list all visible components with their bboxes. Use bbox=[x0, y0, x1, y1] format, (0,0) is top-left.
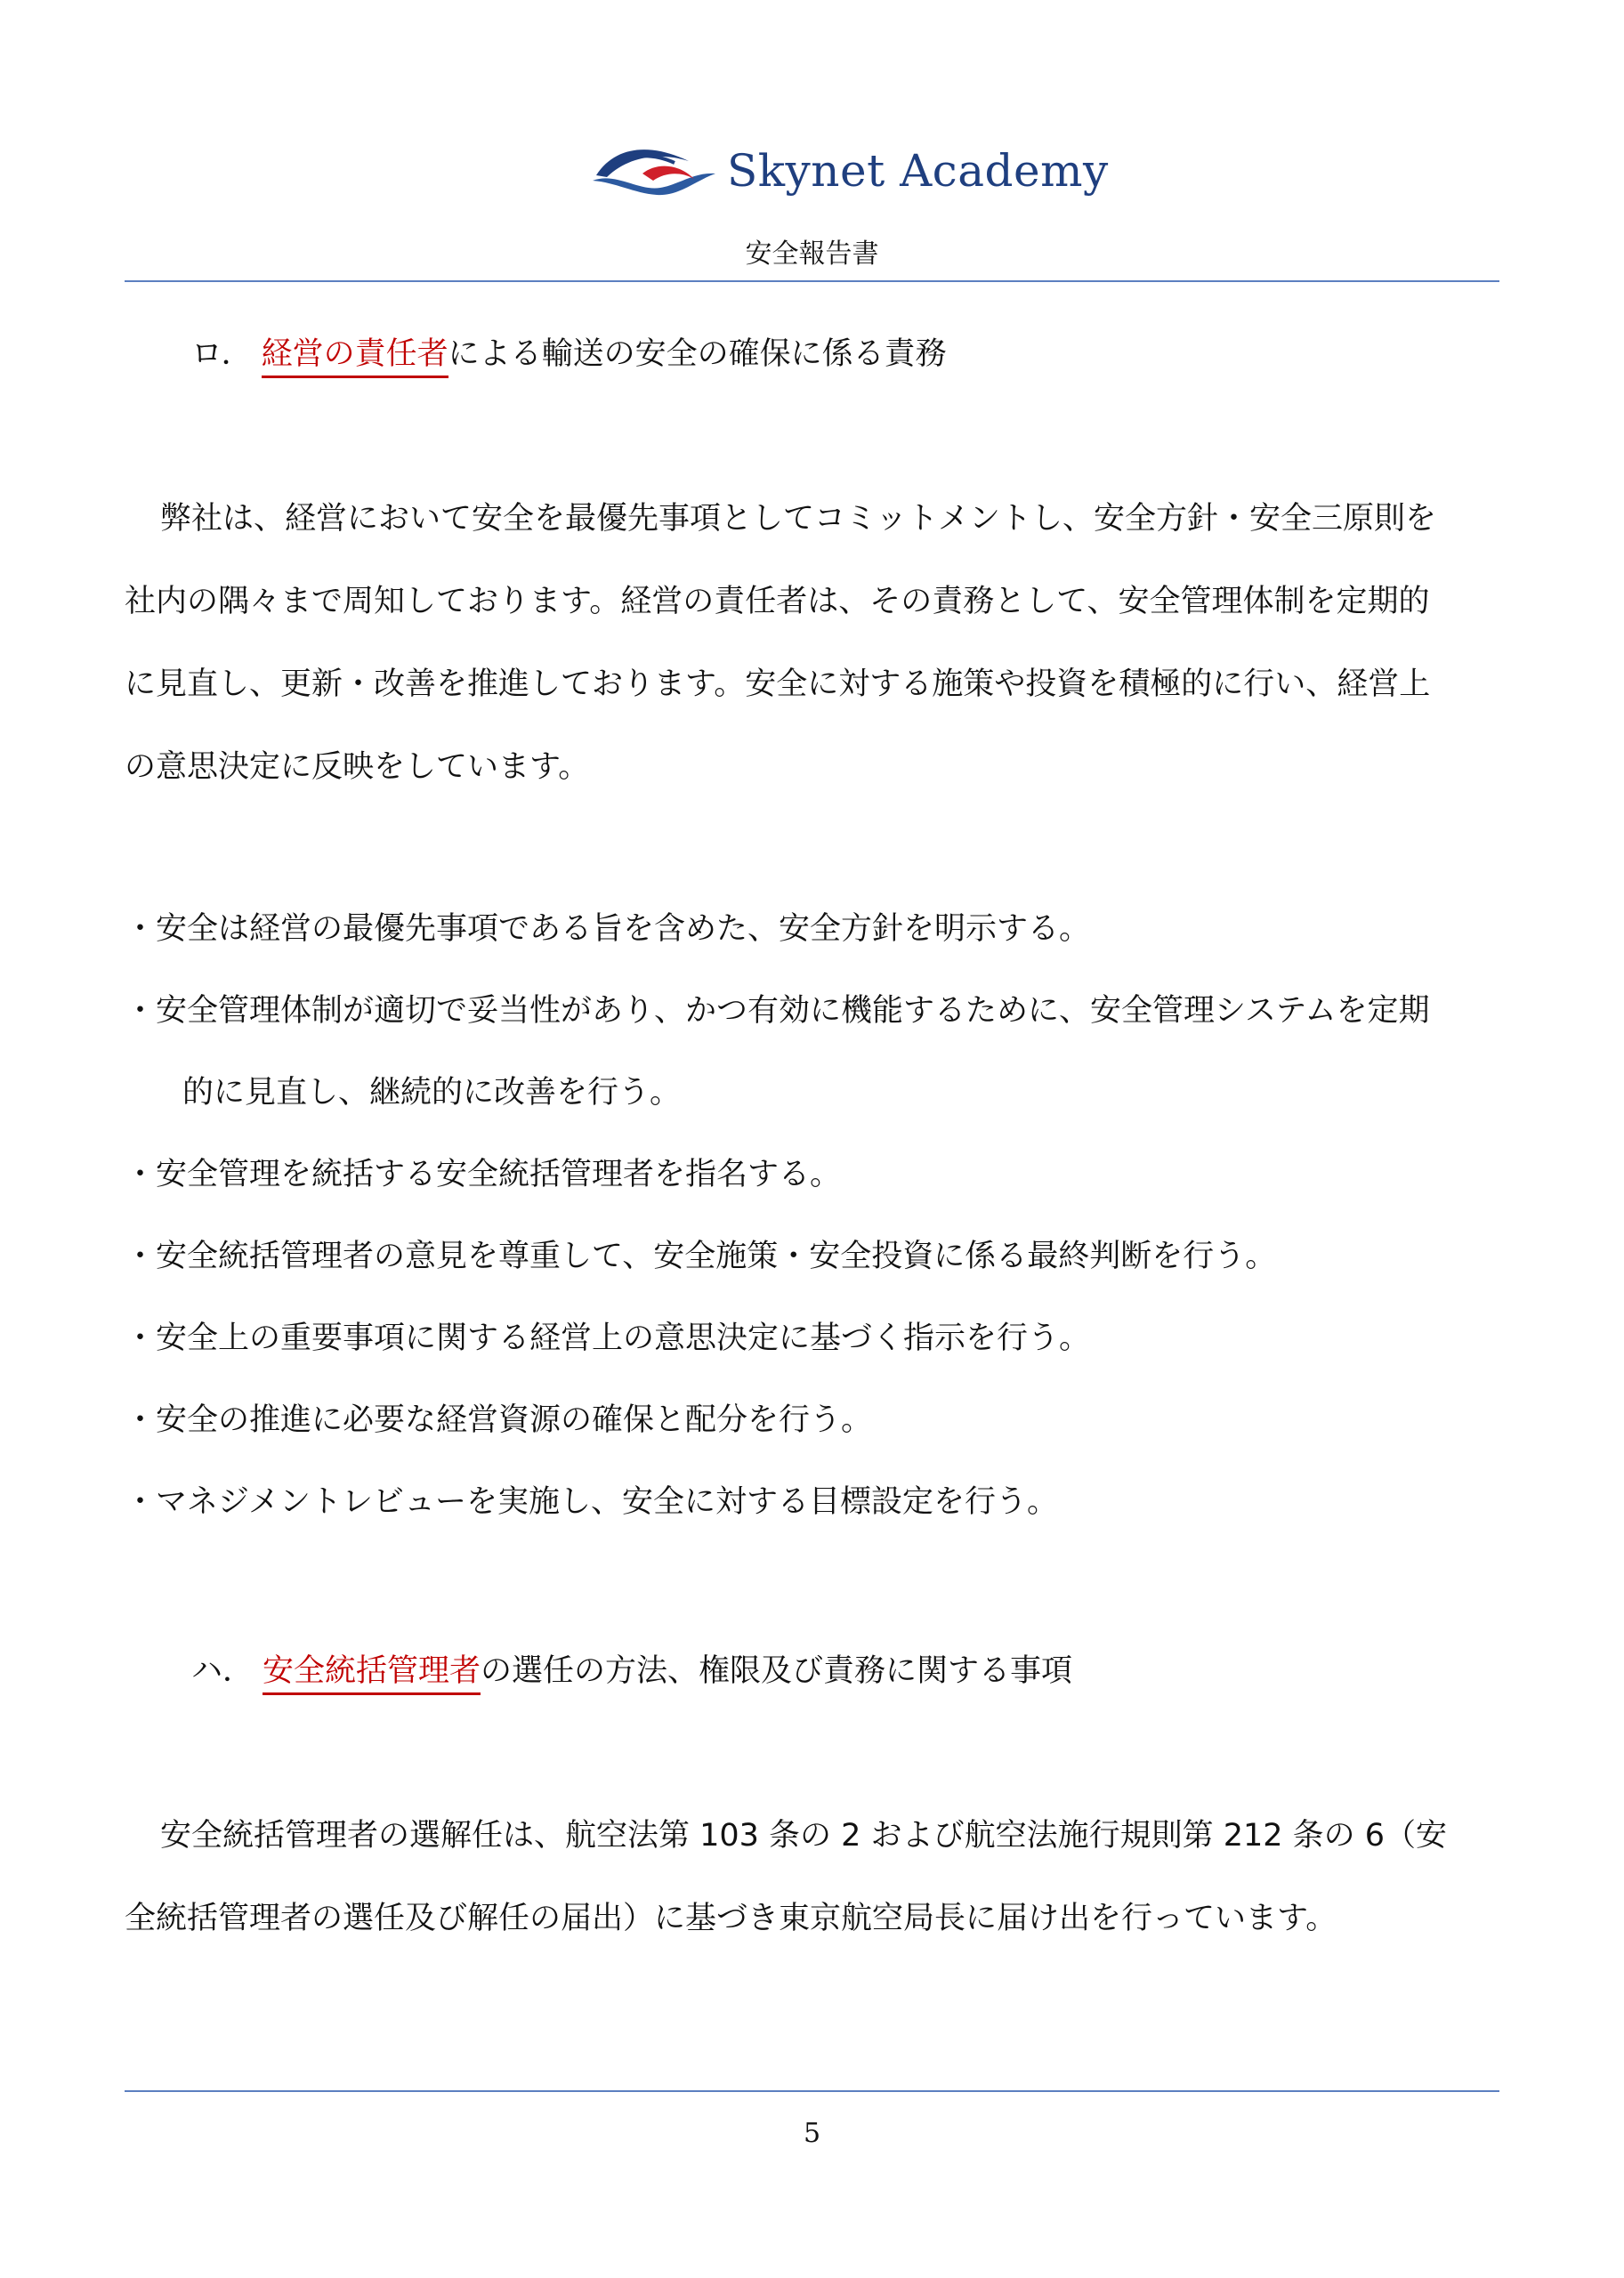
section-marker: ロ． bbox=[191, 336, 253, 372]
logo-wordmark: Skynet Academy bbox=[727, 145, 1109, 197]
section-heading-ha bbox=[191, 1646, 1072, 1691]
company-logo bbox=[589, 129, 1109, 209]
document-title: 安全報告書 bbox=[745, 238, 879, 270]
bullet-item: ・安全管理を統括する安全統括管理者を指名する。 bbox=[125, 1157, 842, 1192]
skynet-wave-logo-icon bbox=[589, 136, 723, 200]
paragraph-line: の意思決定に反映をしています。 bbox=[125, 749, 590, 785]
bullet-item: ・安全統括管理者の意見を尊重して、安全施策・安全投資に係る最終判断を行う。 bbox=[125, 1239, 1277, 1274]
paragraph-line: に見直し、更新・改善を推進しております。安全に対する施策や投資を積極的に行い、経営上 bbox=[125, 666, 1431, 702]
section-heading-ro bbox=[191, 329, 947, 374]
paragraph-line: 安全統括管理者の選解任は、航空法第 103 条の 2 および航空法施行規則第 212 条の 6（安 bbox=[160, 1818, 1448, 1854]
header-divider bbox=[125, 280, 1499, 282]
bullet-item-continuation: 的に見直し、継続的に改善を行う。 bbox=[182, 1075, 682, 1111]
section-heading-text: の選任の方法、権限及び責務に関する事項 bbox=[481, 1653, 1073, 1689]
paragraph-line: 社内の隅々まで周知しております。経営の責任者は、その責務として、安全管理体制を定期的 bbox=[125, 584, 1430, 619]
bullet-item: ・安全の推進に必要な経営資源の確保と配分を行う。 bbox=[125, 1402, 873, 1438]
section-heading-text: による輸送の安全の確保に係る責務 bbox=[448, 336, 947, 372]
section-marker: ハ． bbox=[191, 1653, 255, 1689]
bullet-item: ・安全管理体制が適切で妥当性があり、かつ有効に機能するために、安全管理システムを定期 bbox=[125, 993, 1430, 1029]
paragraph-line: 弊社は、経営において安全を最優先事項としてコミットメントし、安全方針・安全三原則を bbox=[160, 501, 1436, 537]
page-number: 5 bbox=[803, 2118, 821, 2149]
footer-divider bbox=[125, 2090, 1499, 2092]
bullet-item: ・安全は経営の最優先事項である旨を含めた、安全方針を明示する。 bbox=[125, 911, 1091, 947]
section-highlight-term: 経営の責任者 bbox=[262, 336, 448, 378]
bullet-item: ・安全上の重要事項に関する経営上の意思決定に基づく指示を行う。 bbox=[125, 1321, 1091, 1356]
bullet-item: ・マネジメントレビューを実施し、安全に対する目標設定を行う。 bbox=[125, 1484, 1058, 1520]
paragraph-line: 全統括管理者の選任及び解任の届出）に基づき東京航空局長に届け出を行っています。 bbox=[125, 1901, 1337, 1936]
section-highlight-term: 安全統括管理者 bbox=[263, 1653, 481, 1695]
